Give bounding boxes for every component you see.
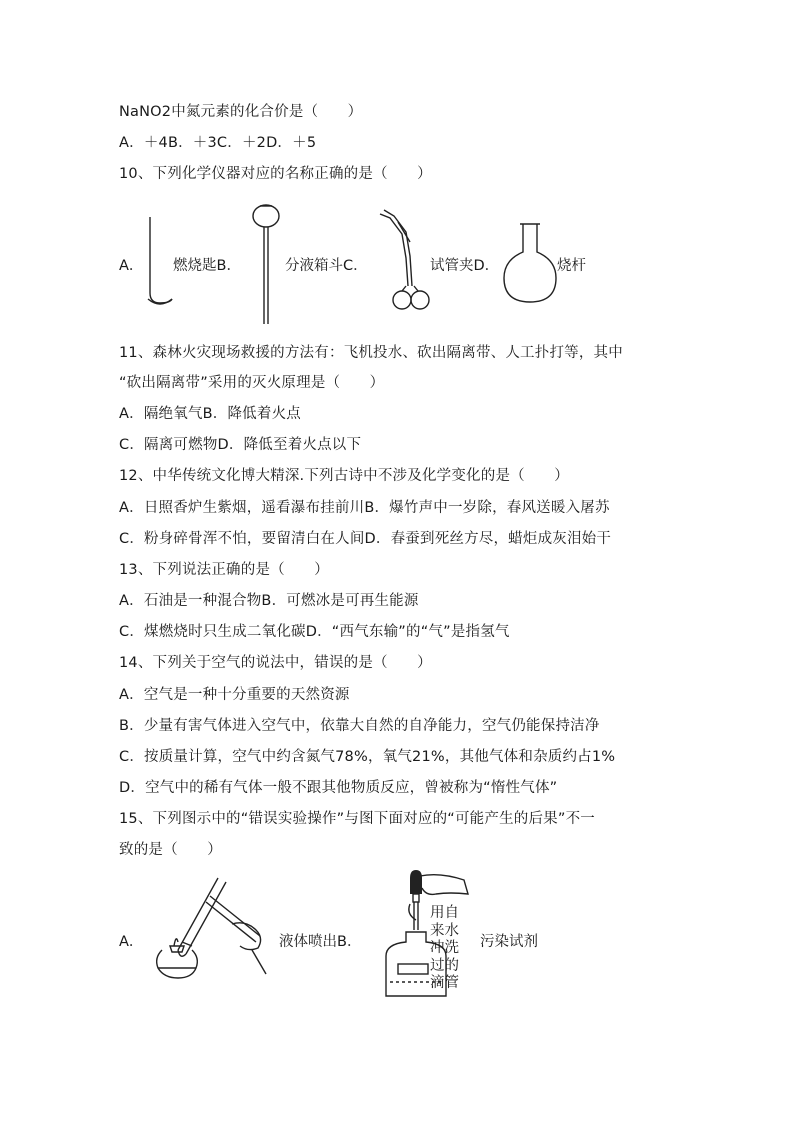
q10-option-a-prefix: A．	[119, 258, 144, 274]
q10-stem: 10、下列化学仪器对应的名称正确的是（ ）	[119, 166, 432, 182]
q15-option-b-note	[430, 905, 459, 993]
q15-note-line-1: 用自	[430, 905, 459, 921]
q14-option-b: B．少量有害气体进入空气中，依靠大自然的自净能力，空气仍能保持洁净	[119, 718, 600, 734]
dropper-bottle-icon	[380, 870, 476, 1000]
q11-options-cd: C．隔离可燃物D．降低至着火点以下	[119, 437, 362, 453]
round-flask-icon	[502, 222, 558, 306]
q11-stem-line2: “砍出隔离带”采用的灭火原理是（ ）	[119, 375, 385, 391]
q12-options-cd: C．粉身碎骨浑不怕，要留清白在人间D．春蚕到死丝方尽，蜡炬成灰泪始干	[119, 531, 612, 547]
q14-option-a: A．空气是一种十分重要的天然资源	[119, 687, 350, 703]
q9-stem: NaNO2中氮元素的化合价是（ ）	[119, 104, 363, 120]
q12-options-ab: A．日照香炉生紫烟，遥看瀑布挂前川B．爆竹声中一岁除，春风送暖入屠苏	[119, 500, 610, 516]
separatory-funnel-icon	[248, 202, 284, 330]
q14-stem: 14、下列关于空气的说法中，错误的是（ ）	[119, 655, 432, 671]
q14-option-c: C．按质量计算，空气中约含氮气78%，氧气21%，其他气体和杂质约占1%	[119, 749, 616, 765]
q12-stem: 12、中华传统文化博大精深.下列古诗中不涉及化学变化的是（ ）	[119, 468, 569, 484]
q15-note-line-4: 过的	[430, 957, 459, 974]
test-tube-holder-icon	[376, 208, 436, 318]
q10-option-b-label: 分液箱斗C．	[285, 258, 368, 274]
q15-stem-line2: 致的是（ ）	[119, 842, 222, 858]
q10-option-a-label: 燃烧匙B．	[173, 258, 241, 274]
q15-option-a-prefix: A．	[119, 934, 144, 950]
q14-option-d: D．空气中的稀有气体一般不跟其他物质反应，曾被称为“惰性气体”	[119, 780, 558, 796]
q15-stem-line1: 15、下列图示中的“错误实验操作”与图下面对应的“可能产生的后果”不一	[119, 811, 595, 827]
q11-stem-line1: 11、森林火灾现场救援的方法有：飞机投水、砍出隔离带、人工扑打等，其中	[119, 345, 623, 361]
q10-option-d-label: 烧杆	[557, 258, 586, 274]
q10-option-c-label: 试管夹D．	[430, 258, 500, 274]
q13-options-ab: A．石油是一种混合物B．可燃冰是可再生能源	[119, 593, 419, 609]
q13-options-cd: C．煤燃烧时只生成二氧化碳D．“西气东输”的“气”是指氢气	[119, 624, 510, 640]
q15-option-a-label: 液体喷出B．	[279, 934, 362, 950]
q13-stem: 13、下列说法正确的是（ ）	[119, 562, 329, 578]
q15-note-line-2: 来水	[430, 922, 459, 939]
q15-note-line-5: 滴管	[430, 975, 459, 991]
heating-test-tube-icon	[148, 872, 276, 984]
q15-option-b-label: 污染试剂	[480, 934, 538, 950]
q15-note-line-3: 冲洗	[430, 940, 459, 956]
q11-options-ab: A．隔绝氧气B．降低着火点	[119, 406, 301, 422]
q9-options: A．＋4B．＋3C．＋2D．＋5	[119, 135, 317, 151]
